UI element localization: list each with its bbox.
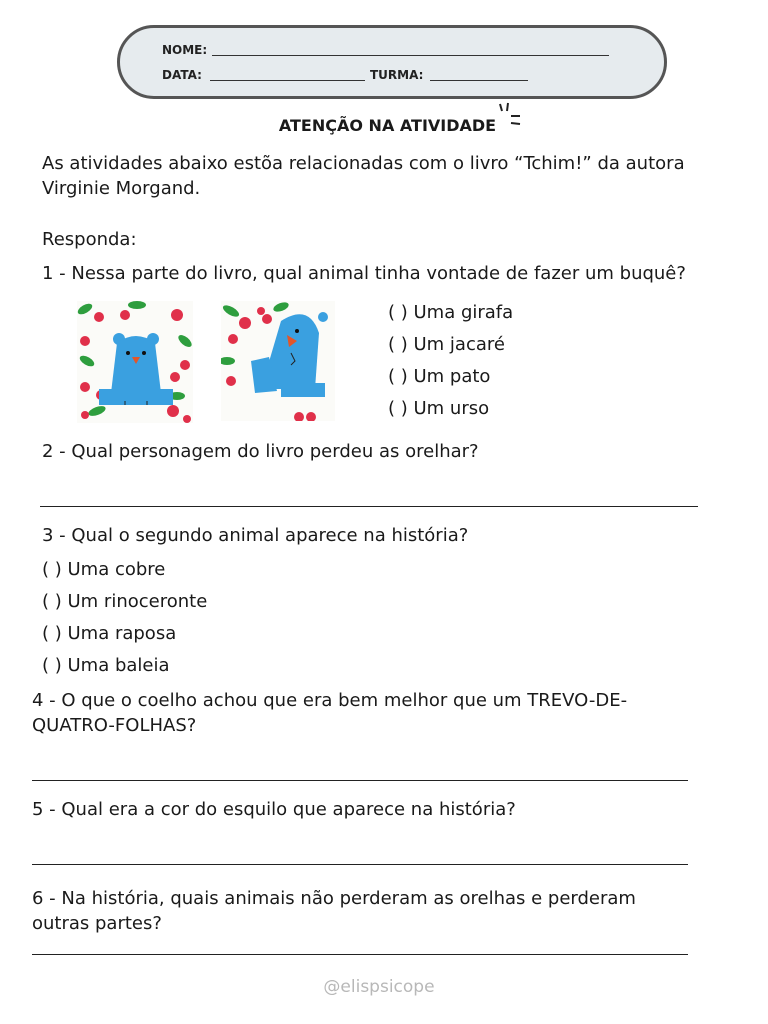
q3-option-2[interactable]: ( ) Um rinoceronte	[42, 591, 208, 612]
class-label: TURMA:	[370, 68, 424, 82]
question-4-line-1: 4 - O que o coelho achou que era bem melhor que um TREVO-DE-	[32, 690, 628, 711]
question-4-line-2: QUATRO-FOLHAS?	[32, 715, 197, 736]
name-field[interactable]	[212, 55, 609, 56]
bear-front-image	[77, 301, 193, 423]
page-title: ATENÇÃO NA ATIVIDADE	[278, 116, 497, 135]
answer-line-6[interactable]	[32, 954, 688, 955]
attention-burst-icon	[496, 102, 522, 130]
bear-side-image	[221, 301, 335, 421]
student-info-box	[117, 25, 667, 99]
watermark: @elispsicope	[323, 977, 435, 997]
name-label: NOME:	[162, 43, 208, 57]
answer-line-4[interactable]	[32, 780, 688, 781]
question-5: 5 - Qual era a cor do esquilo que aparece na história?	[32, 799, 516, 820]
q1-option-4[interactable]: ( ) Um urso	[388, 398, 490, 419]
q3-option-1[interactable]: ( ) Uma cobre	[42, 559, 166, 580]
question-6-line-2: outras partes?	[32, 913, 162, 934]
class-field[interactable]	[430, 80, 528, 81]
answer-line-5[interactable]	[32, 864, 688, 865]
q1-option-2[interactable]: ( ) Um jacaré	[388, 334, 505, 355]
question-3: 3 - Qual o segundo animal aparece na história?	[42, 525, 469, 546]
respond-label: Responda:	[42, 229, 137, 250]
q1-option-1[interactable]: ( ) Uma girafa	[388, 302, 514, 323]
date-field[interactable]	[210, 80, 365, 81]
question-2: 2 - Qual personagem do livro perdeu as orelhar?	[42, 441, 479, 462]
question-1: 1 - Nessa parte do livro, qual animal tinha vontade de fazer um buquê?	[42, 263, 686, 284]
question-6-line-1: 6 - Na história, quais animais não perderam as orelhas e perderam	[32, 888, 636, 909]
q3-option-3[interactable]: ( ) Uma raposa	[42, 623, 177, 644]
date-label: DATA:	[162, 68, 202, 82]
answer-line-2[interactable]	[40, 506, 698, 507]
q3-option-4[interactable]: ( ) Uma baleia	[42, 655, 170, 676]
q1-option-3[interactable]: ( ) Um pato	[388, 366, 491, 387]
intro-line-1: As atividades abaixo estõa relacionadas com o livro “Tchim!” da autora	[42, 153, 685, 174]
intro-line-2: Virginie Morgand.	[42, 178, 201, 199]
